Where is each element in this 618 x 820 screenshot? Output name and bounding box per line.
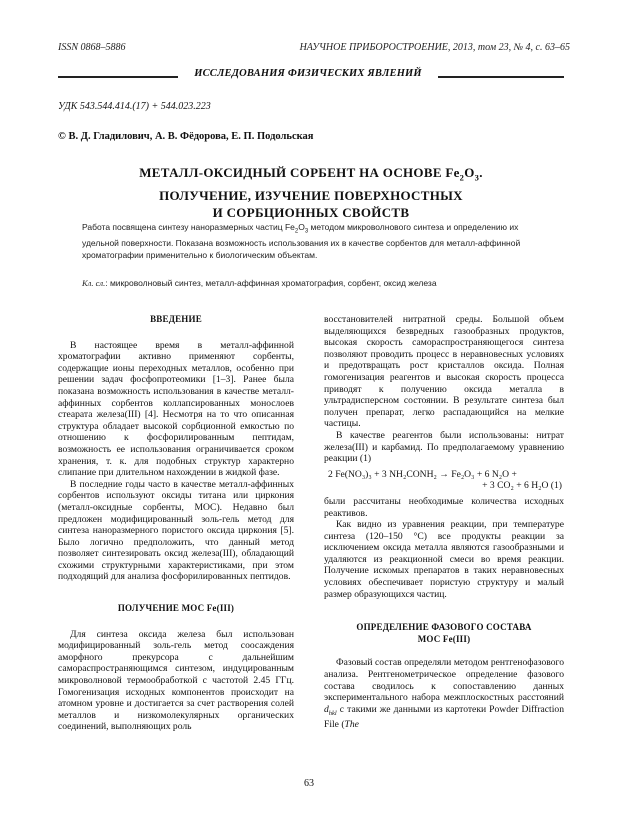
issn-header: ISSN 0868–5886 [58, 42, 126, 53]
heading-introduction: ВВЕДЕНИЕ [150, 314, 202, 324]
left-column [58, 314, 294, 733]
title-line-1: МЕТАЛЛ-ОКСИДНЫЙ СОРБЕНТ НА ОСНОВЕ $Fe_2O_3$. [139, 165, 483, 183]
title-line-2: ПОЛУЧЕНИЕ, ИЗУЧЕНИЕ ПОВЕРХНОСТНЫХ [159, 187, 463, 203]
title-line-3: И СОРБЦИОННЫХ СВОЙСТВ [212, 204, 410, 220]
reaction-equation [324, 469, 564, 492]
section-rule-left [58, 76, 178, 78]
heading-phase-composition: ОПРЕДЕЛЕНИЕ ФАЗОВОГО СОСТАВА [356, 622, 532, 633]
authors: © В. Д. Гладилович, А. В. Фёдорова, Е. П. Подольская [58, 131, 314, 142]
article-title [58, 164, 564, 221]
page-number: 63 [304, 778, 314, 789]
intro-paragraph-1: В настоящее время в металл-аффинной хроматографии активно применяют сорбенты, содержащие ионы переходных металлов, особенно при решении задач фосфопротеомики [1–3]. Ранее была показана возможность использования в качестве металл-аффинных сорбентов коллапсированных монослоев стеарата железа(III) [4]. Несмотря на то что описанная структура обладает высокой сорбционной емкостью по отношению к фосфорилированным пептидам, возможность ее использования ограничивается сроком хранения, т. к. для подобных структур характерно слипание при длительном нахождении в жидкой фазе. [58, 339, 294, 479]
intro-paragraph-2: В последние годы часто в качестве металл-аффинных сорбентов используют оксиды титана или циркония (металл-оксидные сорбенты, МОС). Недавно был предложен модифицированный золь-гель метод для синтеза наноразмерного пористого оксида циркония [5]. Было логично предположить, что данный метод позволяет синтезировать оксид железа(III), обладающий схожими структурными характеристиками, при этом подходящий для анализа фосфорилированных пептидов. [58, 478, 294, 583]
right-paragraph-4: Как видно из уравнения реакции, при температуре синтеза (120–150 °C) все продукты реакции за исключением оксида металла являются газообразными и удаляются из реакционной смеси во время реакции. Получение искомых препаратов в таких неравновесных условиях обеспечивает пористую структуру и малый размер образующихся частиц. [324, 519, 564, 600]
abstract: Работа посвящена синтезу наноразмерных частиц $Fe_2O_3$ методом микроволнового синтеза и определению их удельной поверхности. Показана возможность использования их в качестве сорбентов для металл-аффинной хроматографии применительно к биологическим объектам. [82, 222, 521, 260]
equation-line-1: 2 Fe(NO₃)₃ + 3 NH₂CONH₂ → Fe₂O₃ + 6 N₂O + [328, 468, 517, 480]
right-paragraph-2: В качестве реагентов были использованы: нитрат железа(III) и карбамид. По предполагаемому уравнению реакции (1) [324, 429, 564, 465]
heading-synthesis: ПОЛУЧЕНИЕ МОС Fe(III) [117, 603, 235, 614]
heading-phase-composition-2: МОС Fe(III) [417, 633, 471, 644]
equation-line-2: + 3 CO₂ + 6 H₂O (1) [482, 480, 562, 492]
right-paragraph-3: были рассчитаны необходимые количества исходных реактивов. [324, 495, 564, 519]
right-column [324, 314, 564, 731]
udk-code: УДК 543.544.414.(17) + 544.023.223 [58, 101, 211, 112]
phase-paragraph: Фазовый состав определяли методом рентгенофазового анализа. Рентгенометрическое определение фазового состава сводилось к сопоставлению данных экспериментального набора межплоскостных расстояний $d_{hkl}$ с такими же данными из картотеки Powder Diffraction File (The [324, 657, 564, 731]
right-paragraph-1: восстановителей нитратной среды. Большой объем выделяющихся безвредных газообразных продуктов, высокая скорость самораспространяющегося синтеза позволяют проводить процесс в неравновесных условиях и предотвращать рост кристаллов оксида. Полная гомогенизация реагентов и высокая скорость процесса приводят к получению оксида металла в ультрадисперсном состоянии. В результате синтеза был получен препарат, легко распадающийся на мелкие частицы. [324, 314, 564, 430]
keywords [82, 278, 552, 288]
section-title: ИССЛЕДОВАНИЯ ФИЗИЧЕСКИХ ЯВЛЕНИЙ [194, 68, 422, 79]
synthesis-paragraph: Для синтеза оксида железа был использован модифицированный золь-гель метод соосаждения аморфного прекурсора с дальнейшим самораспространяющимся синтезом, индуцированным микроволновой термообработкой с частотой 2.45 ГГц. Гомогенизация исходных компонентов происходит на атомном уровне и достигается за счет растворения солей металлов и низкомолекулярных органических соединений, выполняющих роль [58, 628, 294, 733]
section-rule-right [438, 76, 564, 78]
keywords-label: Кл. сл. [82, 278, 106, 288]
keywords-text: : микроволновый синтез, металл-аффинная хроматография, сорбент, оксид железа [105, 278, 437, 288]
journal-header: НАУЧНОЕ ПРИБОРОСТРОЕНИЕ, 2013, том 23, № 4, с. 63–65 [299, 42, 570, 53]
